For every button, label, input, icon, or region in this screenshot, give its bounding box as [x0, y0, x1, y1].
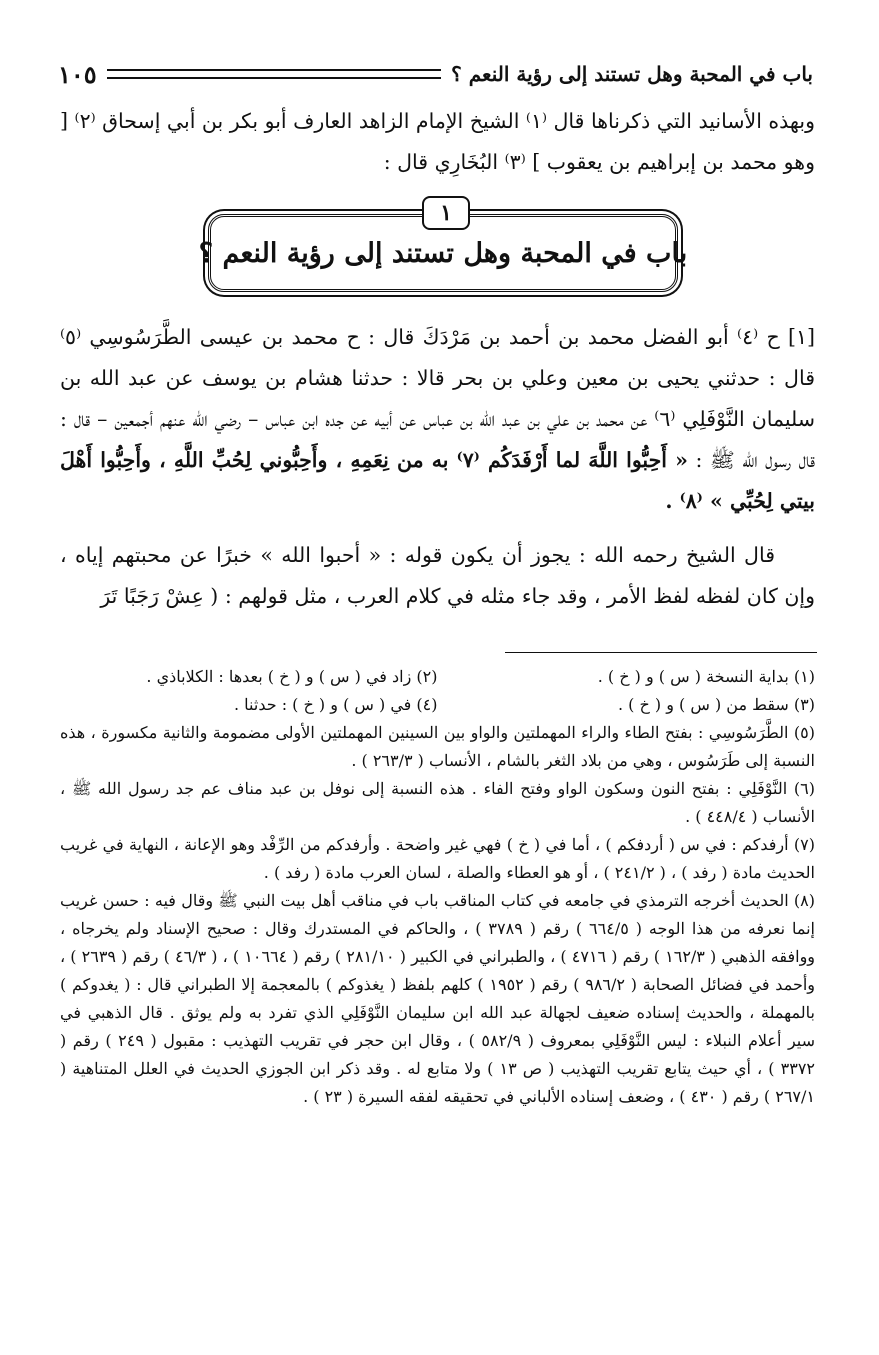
footnote-3: (٣) سقط من ( س ) و ( خ ) .: [617, 695, 815, 714]
footnote-separator: [505, 652, 817, 653]
footnote-5: (٥) الطَّرَسُوسِي : بفتح الطاء والراء المهملتين والواو بين السينين المهملتين الأولى مضمومة والثانية مكسورة ، هذه النسبة إلى طَرَسُوس ، وهي من بلاد الثغر بالشام ، الأنساب ( ٢٦٣/٣ ) .: [60, 723, 815, 770]
hadith-block: [60, 317, 815, 522]
chapter-number-badge: [422, 196, 470, 230]
running-header: [58, 56, 813, 92]
header-double-rule: [107, 69, 442, 79]
chapter-title: باب في المحبة وهل تستند إلى رؤية النعم ؟: [198, 237, 688, 269]
footnote-1: (١) بداية النسخة ( س ) و ( خ ) .: [597, 667, 815, 686]
commentary-text: قال الشيخ رحمه الله : يجوز أن يكون قوله : « أحبوا الله » خبرًا عن محبتهم إياه ، وإن كان لفظه لفظ الأمر ، وقد جاء مثله في كلام العرب ، مثل قولهم : ( عِشْ رَجَبًا تَرَ: [60, 543, 815, 608]
isnad-text: [١] ح ⁽٤⁾ أبو الفضل محمد بن أحمد بن مَرْدَكَ قال : ح محمد بن عيسى الطَّرَسُوسِي ⁽٥⁾ قال : حدثني يحيى بن معين وعلي بن بحر قالا : حدثنا هشام بن يوسف عن عبد الله بن سليمان النَّوْفَلِي ⁽٦⁾ عن محمد بن علي بن عبد الله بن عباس عن أبيه عن جده ابن عباس – رضي الله عنهم أجمعين – قال : قال رسول الله ﷺ :: [60, 325, 815, 472]
footnote-2: (٢) زاد في ( س ) و ( خ ) بعدها : الكلاباذي .: [146, 667, 438, 686]
footnote-row: [60, 663, 815, 691]
page-number: ١٠٥: [58, 59, 97, 89]
running-title: باب في المحبة وهل تستند إلى رؤية النعم ؟: [451, 62, 813, 86]
intro-paragraph: [60, 101, 815, 183]
footnote-6: (٦) النَّوْفَلِي : بفتح النون وسكون الواو وفتح الفاء . هذه النسبة إلى نوفل بن عبد مناف عم جد رسول الله ﷺ ، الأنساب ( ٤٤٨/٤ ) .: [60, 779, 815, 826]
footnote-row: [60, 691, 815, 719]
footnote-4: (٤) في ( س ) و ( خ ) : حدثنا .: [234, 695, 438, 714]
footnote-7: (٧) أرفدكم : في س ( أردفكم ) ، أما في ( خ ) فهي غير واضحة . وأرفدكم من الرِّفْد وهو الإعانة ، النهاية في غريب الحديث مادة ( رفد ) ، ( ٢٤١/٢ ) ، أو هو العطاء والصلة ، لسان العرب مادة ( رفد ) .: [60, 835, 815, 882]
intro-text: وبهذه الأسانيد التي ذكرناها قال ⁽١⁾ الشيخ الإمام الزاهد العارف أبو بكر بن أبي إسحاق ⁽٢⁾ [ وهو محمد بن إبراهيم بن يعقوب ] ⁽٣⁾ البُخَارِي قال :: [60, 109, 815, 174]
hadith-paragraph: [60, 317, 815, 522]
commentary-paragraph: [60, 535, 815, 617]
footnote-8: (٨) الحديث أخرجه الترمذي في جامعه في كتاب المناقب باب في مناقب أهل بيت النبي ﷺ وقال فيه : حسن غريب إنما نعرفه من هذا الوجه ( ٦٦٤/٥ ) رقم ( ٣٧٨٩ ) ، والحاكم في المستدرك وقال : صحيح الإسناد ولم يخرجاه ، ووافقه الذهبي ( ١٦٢/٣ ) رقم ( ٤٧١٦ ) ، والطبراني في الكبير ( ٢٨١/١٠ ) رقم ( ١٠٦٦٤ ) ، ( ٤٦/٣ ) رقم ( ٢٦٣٩ ) ، وأحمد في فضائل الصحابة ( ٩٨٦/٢ ) رقم ( ١٩٥٢ ) كلهم بلفظ ( يغذوكم ) بالمعجمة إلا الطبراني قال : ( يغدوكم ) بالمهملة ، والحديث إسناده ضعيف لجهالة عبد الله ابن سليمان النَّوْفَلِي الذي تفرد به ولم يوثق . قال الذهبي في سير أعلام النبلاء : ليس النَّوْفَلِي بمعروف ( ٥٨٢/٩ ) ، وقال ابن حجر في تقريب التهذيب : مقبول ( ٢٤٩ ) رقم ( ٣٣٧٢ ) ، أي حيث يتابع تقريب التهذيب ( ص ١٣ ) ولا متابع له . وقد ذكر ابن الجوزي الحديث في العلل المتناهية ( ٢٦٧/١ ) رقم ( ٤٣٠ ) ، وضعف إسناده الألباني في تحقيقه لفقه السيرة ( ٢٣ ) .: [60, 891, 816, 1106]
hadith-text: « أَحِبُّوا اللَّهَ لما أَرْفَدَكُم ⁽٧⁾ به من نِعَمِهِ ، وأَحِبُّوني لِحُبِّ اللَّهِ ، وأَحِبُّوا أَهْلَ بيتي لِحُبِّي » ⁽٨⁾ .: [60, 448, 815, 513]
chapter-number: ١: [440, 200, 452, 226]
footnotes-section: [60, 663, 815, 1111]
